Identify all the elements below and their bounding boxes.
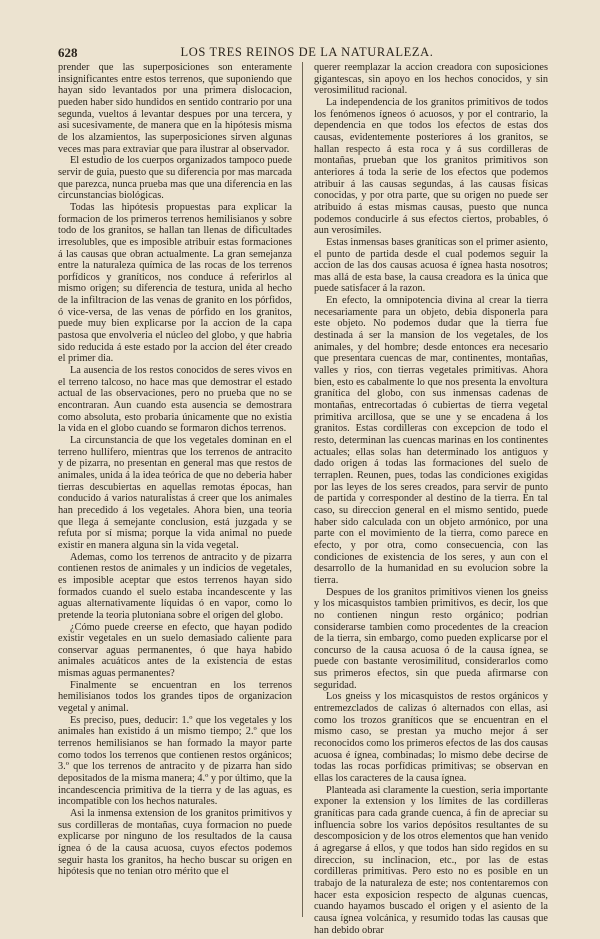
- paragraph: La ausencia de los restos conocidos de seres vivos en el terreno talcoso, no hace mas que demostrar el estado actual de las observaciones, pero no prueba que no se encontraran. Aun cuando esta ausencia se demostrara como absoluta, esto probaria únicamente que no existia la vida en el globo cuando se formaron dichos terrenos.: [58, 365, 292, 435]
- running-title: LOS TRES REINOS DE LA NATURALEZA.: [180, 45, 434, 59]
- paragraph: Planteada asi claramente la cuestion, seria importante exponer la extension y los límites de las cordilleras graníticas para cada grande cuenca, á fin de apreciar su influencia sobre los varios depósitos resultantes de su descomposicion y de los otros elementos que han venido á agregarse á ellos, y que todos han sido regidos en su direccion, su inclinacion, etc., por las de estas cordilleras primitivas. Pero esto no es posible en un trabajo de la naturaleza de este; nos contentaremos con hacer esta exposicion respecto de algunas cuencas, cuando hayamos buscado el origen y el asiento de la causa ígnea volcánica, y resumido todas las causas que han debido obrar: [314, 784, 548, 936]
- paragraph: Todas las hipótesis propuestas para explicar la formacion de los primeros terrenos hemilisianos y sobre todo de los granitos, se hallan tan llenas de dificultades irresolubles, que es imposible atribuir estas formaciones á las causas que obran actualmente. La gran semejanza entre la naturaleza química de las rocas de los terrenos porfídicos y graníticos, nos conduce á referirlos al mismo origen; su diferencia de testura, unida al hecho de la infiltracion de las venas de granito en los pórfidos, ó vice-versa, de las venas de pórfido en los granitos, puede muy bien explicarse por la accion de la capa pastosa que envolveria el núcleo del globo, y que habria sido reducida á este estado por la accion del éter creado el primer dia.: [58, 201, 292, 365]
- page-number: 628: [58, 45, 78, 60]
- page-header: [58, 45, 556, 61]
- paragraph: querer reemplazar la accion creadora con suposiciones gigantescas, sin apoyo en los hechos conocidos, y sin verosimilitud racional.: [314, 62, 548, 97]
- paragraph: En efecto, la omnipotencia divina al crear la tierra necesariamente para un objeto, debia disponerla para este objeto. No podemos dudar que la tierra fue destinada á ser la mansion de los vegetales, de los animales, y del hombre; desde entonces era necesario que presentara cuencas de mar, continentes, montañas, valles y rios, con tierras vegetales primitivas. Ahora bien, esto es cabalmente lo que nos presenta la envoltura granítica del globo, con sus inmensas cadenas de montañas, entrecortadas ó cubiertas de tierra vegetal primitiva arcillosa, que se une y se encadena á los granitos. Estas cordilleras con excepcion de todo el resto, determinan las cuencas marinas en los continentes actuales; ellas solas han determinado los antiguos y dado origen á todas las formaciones del suelo de terraplen. Reunen, pues, todas las condiciones exigidas por las leyes de los seres creados, para servir de punto de partida y corresponder al destino de la tierra. En tal caso, su direccion general en el mismo sentido, puede haber sido calculada con un objeto armónico, por una parte con el movimiento de la tierra, como parece en efecto, y por otra, como consecuencia, con las condiciones de existencia de los seres, y aun con el desarrollo de la humanidad en su evolucion sobre la tierra.: [314, 295, 548, 586]
- paragraph: Es preciso, pues, deducir: 1.º que los vegetales y los animales han existido á un mismo tiempo; 2.º que los terrenos hemilisianos se han formado la mayor parte como todos los terrenos que contienen restos orgánicos; 3.º que los terrenos de antracito y de pizarra han sido depositados de la misma manera; 4.º y por último, que la incandescencia primitiva de la tierra y de las aguas, es incompatible con los hechos naturales.: [58, 714, 292, 808]
- paragraph: La independencia de los granitos primitivos de todos los fenómenos ígneos ó acuosos, y por el contrario, la dependencia en que todos los efectos de estas dos causas, evidentemente posteriores á los granitos, se hallan respecto á esta roca y á sus cordilleras de montañas, prueban que los granitos primitivos son anteriores á toda la serie de los efectos que podemos atribuir á las causas segundas, á las causas físicas conocidas, y por otra parte, que su origen no puede ser atribuido á estas mismas causas, puesto que nunca podemos conducirle á sus efectos ciertos, probables, ó aun verosímiles.: [314, 96, 548, 237]
- left-column: [58, 62, 292, 917]
- paragraph: Los gneiss y los micasquistos de restos orgánicos y entremezclados de calizas ó alternados con ellas, asi como los trozos graníticos que se encuentran en el mismo caso, se prestan ya mucho mejor á ser reconocidos como los primeros efectos de las dos causas acuosa é ígnea, combinadas; lo mismo debe decirse de todas las rocas porfídicas primitivas; se observan en ellas los caracteres de la causa ígnea.: [314, 691, 548, 785]
- right-column: [314, 62, 548, 936]
- paragraph: ¿Cómo puede creerse en efecto, que hayan podido existir vegetales en un suelo demasiado caliente para conservar aguas permanentes, ó que haya habido animales acuáticos antes de la existencia de estas mismas aguas permanentes?: [58, 621, 292, 680]
- paragraph: Asi la inmensa extension de los granitos primitivos y sus cordilleras de montañas, cuya formacion no puede explicarse por ninguno de los resultados de la causa ígnea ó de la causa acuosa, cuyos efectos podemos seguir hasta los granitos, ha hecho buscar su origen en hipótesis que no tenian otro mérito que el: [58, 808, 292, 878]
- paragraph: Ademas, como los terrenos de antracito y de pizarra contienen restos de animales y un indicios de vegetales, es imposible aceptar que estos terrenos hayan sido formados cuando el suelo estaba incandescente y las aguas alternativamente líquidas ó en vapor, como lo pretende la teoria plutoniana sobre el origen del globo.: [58, 551, 292, 621]
- paragraph: prender que las superposiciones son enteramente insignificantes entre estos terrenos, que suponiendo que hayan sido levantados por una primera dislocacion, pueden haber sido hundidos en sentido contrario por una segunda, vueltos á levantar despues por una tercera, y asi sucesivamente, de manera que en la hipótesis misma de los alzamientos, las superposiciones sirven algunas veces mas para extraviar que para ilustrar al observador.: [58, 62, 292, 155]
- paragraph: Estas inmensas bases graníticas son el primer asiento, el punto de partida desde el cual podemos seguir la accion de las dos causas acuosa é ígnea hasta nosotros; mas allá de esta base, la causa creadora es la única que puede satisfacer á la razon.: [314, 236, 548, 295]
- paragraph: Despues de los granitos primitivos vienen los gneiss y los micasquistos tambien primitivos, es decir, los que no contienen ningun resto orgánico; podrian considerarse tambien como procedentes de la creacion de la tierra, sin embargo, como pueden explicarse por el concurso de la causa acuosa ó de la causa ígnea, se puede con bastante verosimilitud, considerarlos como sus primeros efectos, sin que pueda afirmarse con seguridad.: [314, 586, 548, 691]
- paragraph: El estudio de los cuerpos organizados tampoco puede servir de guia, puesto que su diferencia por mas marcada que parezca, nunca prueba mas que una diferencia en las circunstancias biológicas.: [58, 155, 292, 202]
- paragraph: Finalmente se encuentran en los terrenos hemilisianos todos los grandes tipos de organizacion vegetal y animal.: [58, 679, 292, 715]
- column-divider: [302, 62, 303, 917]
- paragraph: La circunstancia de que los vegetales dominan en el terreno hullífero, mientras que los terrenos de antracito y de pizarra, no presentan en general mas que restos de animales, unida á la idea teórica de que no deberia haber tierras descubiertas en aquellas remotas épocas, han conducido á varios naturalistas á creer que los animales han precedido á los vegetales. Ahora bien, una teoria que llega á semejante conclusion, está juzgada y se refuta por sí misma; porque la vida animal no puede existir en manera alguna sin la vida vegetal.: [58, 435, 292, 551]
